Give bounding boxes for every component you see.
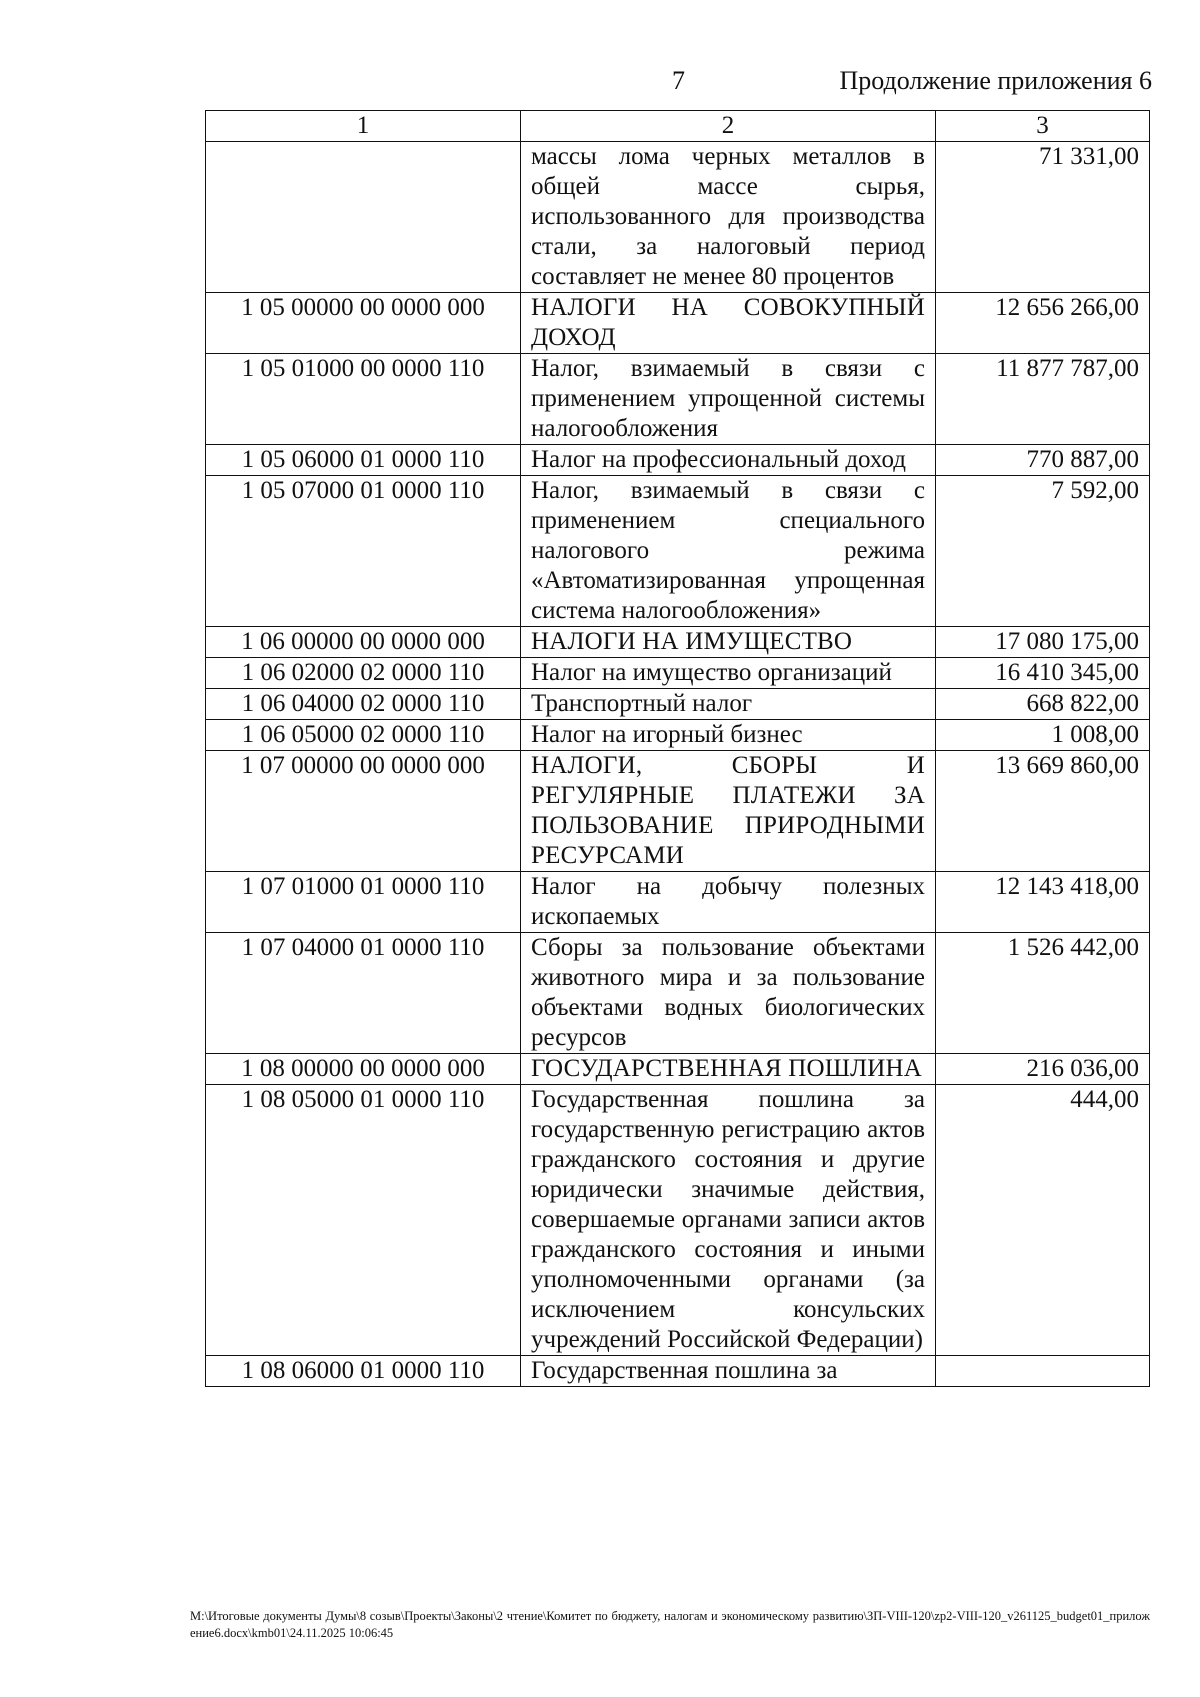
row-amount: 1 008,00	[936, 720, 1150, 751]
document-file-path: M:\Итоговые документы Думы\8 созыв\Проекты\Законы\2 чтение\Комитет по бюджету, налогам и экономическому развитию\ЗП-VIII-120\zp2-VIII-120_v261125_budget01_приложение6.docx\kmb01\24.11.2025 10:06:45	[190, 1609, 1150, 1640]
continuation-title: Продолжение приложения 6	[839, 66, 1152, 95]
row-code: 1 06 04000 02 0000 110	[206, 689, 521, 720]
row-code: 1 07 01000 01 0000 110	[206, 872, 521, 933]
table-row	[206, 720, 1150, 751]
row-name: Транспортный налог	[521, 689, 936, 720]
row-amount: 17 080 175,00	[936, 627, 1150, 658]
table-row	[206, 1085, 1150, 1356]
row-code: 1 06 02000 02 0000 110	[206, 658, 521, 689]
table-row	[206, 689, 1150, 720]
table-row	[206, 627, 1150, 658]
row-code: 1 08 06000 01 0000 110	[206, 1356, 521, 1387]
row-code: 1 07 04000 01 0000 110	[206, 933, 521, 1054]
row-amount: 668 822,00	[936, 689, 1150, 720]
row-amount: 11 877 787,00	[936, 354, 1150, 445]
table-row	[206, 354, 1150, 445]
table-row	[206, 1054, 1150, 1085]
column-header: 1	[206, 111, 521, 142]
row-amount: 16 410 345,00	[936, 658, 1150, 689]
table-row	[206, 872, 1150, 933]
table-row	[206, 445, 1150, 476]
row-amount: 12 656 266,00	[936, 293, 1150, 354]
row-name: НАЛОГИ НА ИМУЩЕСТВО	[521, 627, 936, 658]
row-code: 1 05 07000 01 0000 110	[206, 476, 521, 627]
row-code: 1 08 05000 01 0000 110	[206, 1085, 521, 1356]
row-name: Государственная пошлина за государственную регистрацию актов гражданского состояния и другие юридически значимые действия, совершаемые органами записи актов гражданского состояния и иными уполномоченными органами (за исключением консульских учреждений Российской Федерации)	[521, 1085, 936, 1356]
row-name: Налог на профессиональный доход	[521, 445, 936, 476]
revenue-table	[205, 110, 1150, 1387]
column-header: 3	[936, 111, 1150, 142]
row-name: Налог на имущество организаций	[521, 658, 936, 689]
row-amount: 71 331,00	[936, 142, 1150, 293]
row-amount	[936, 1356, 1150, 1387]
table-row	[206, 293, 1150, 354]
table-row	[206, 142, 1150, 293]
row-amount: 444,00	[936, 1085, 1150, 1356]
row-code: 1 06 05000 02 0000 110	[206, 720, 521, 751]
column-header: 2	[521, 111, 936, 142]
table-row	[206, 751, 1150, 872]
row-name: Налог, взимаемый в связи с применением специального налогового режима «Автоматизированная упрощенная система налогообложения»	[521, 476, 936, 627]
row-name: Государственная пошлина за	[521, 1356, 936, 1387]
row-name: НАЛОГИ НА СОВОКУПНЫЙ ДОХОД	[521, 293, 936, 354]
row-code	[206, 142, 521, 293]
row-name: Налог на игорный бизнес	[521, 720, 936, 751]
row-amount: 770 887,00	[936, 445, 1150, 476]
table-row	[206, 658, 1150, 689]
row-code: 1 06 00000 00 0000 000	[206, 627, 521, 658]
row-name: ГОСУДАРСТВЕННАЯ ПОШЛИНА	[521, 1054, 936, 1085]
row-code: 1 07 00000 00 0000 000	[206, 751, 521, 872]
table-row	[206, 933, 1150, 1054]
row-code: 1 08 00000 00 0000 000	[206, 1054, 521, 1085]
row-amount: 12 143 418,00	[936, 872, 1150, 933]
row-amount: 1 526 442,00	[936, 933, 1150, 1054]
page-number: 7	[672, 66, 685, 95]
row-name: Налог, взимаемый в связи с применением упрощенной системы налогообложения	[521, 354, 936, 445]
row-amount: 216 036,00	[936, 1054, 1150, 1085]
table-header-row	[206, 111, 1150, 142]
row-name: Налог на добычу полезных ископаемых	[521, 872, 936, 933]
row-name: НАЛОГИ, СБОРЫ И РЕГУЛЯРНЫЕ ПЛАТЕЖИ ЗА ПОЛЬЗОВАНИЕ ПРИРОДНЫМИ РЕСУРСАМИ	[521, 751, 936, 872]
row-code: 1 05 00000 00 0000 000	[206, 293, 521, 354]
table-row	[206, 476, 1150, 627]
row-code: 1 05 06000 01 0000 110	[206, 445, 521, 476]
row-amount: 7 592,00	[936, 476, 1150, 627]
table-row	[206, 1356, 1150, 1387]
row-code: 1 05 01000 00 0000 110	[206, 354, 521, 445]
row-name: Сборы за пользование объектами животного мира и за пользование объектами водных биологических ресурсов	[521, 933, 936, 1054]
row-name: массы лома черных металлов в общей массе сырья, использованного для производства стали, за налоговый период составляет не менее 80 процентов	[521, 142, 936, 293]
row-amount: 13 669 860,00	[936, 751, 1150, 872]
